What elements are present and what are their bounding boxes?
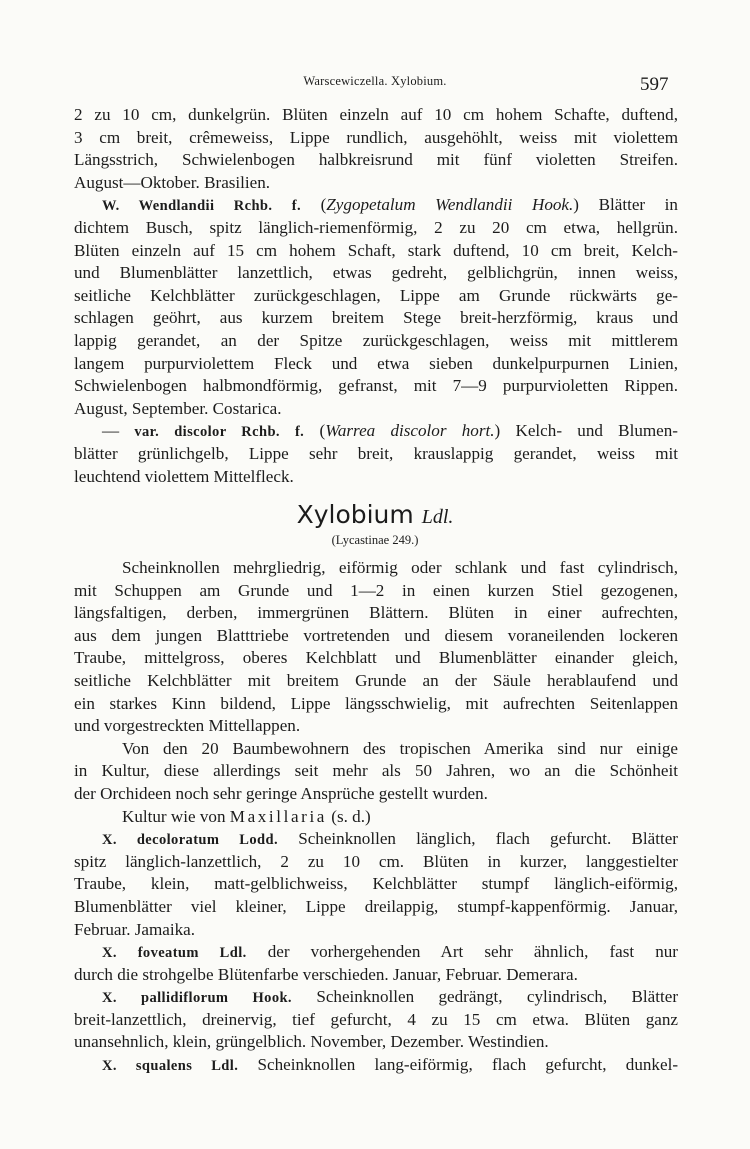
culture-note	[74, 806, 678, 829]
description-start: Kelch- und Blumen-	[515, 421, 678, 441]
genus-heading	[0, 500, 750, 529]
text-line: ein starkes Kinn bildend, Lippe längsschwielig, mit aufrechten Seitenlappen	[74, 693, 678, 713]
text-line: aus dem jungen Blatttriebe vortretenden und diesem voraneilenden lockeren	[74, 625, 678, 645]
synonym-paren-open: (	[319, 421, 326, 441]
species-name: X. decoloratum Lodd.	[102, 832, 278, 849]
culture-suffix: (s. d.)	[331, 806, 371, 826]
text-line: spitz länglich-lanzettlich, 2 zu 10 cm. Blüten in kurzer, langgestielter	[74, 851, 678, 871]
species-entry-first-line	[74, 941, 678, 964]
text-line: in Kultur, diese allerdings seit mehr als 50 Jahren, wo an die Schönheit	[74, 761, 678, 781]
text-line: Schwielenbogen halbmondförmig, gefranst, mit 7—9 purpurvioletten Rippen.	[74, 376, 678, 396]
text-line: leuchtend violettem Mittelfleck.	[74, 466, 294, 486]
text-line: und vorgestreckten Mittellappen.	[74, 716, 301, 736]
text-line: 2 zu 10 cm, dunkelgrün. Blüten einzeln auf 10 cm hohem Schafte, duftend,	[74, 105, 678, 124]
text-line: Blumenblätter viel kleiner, Lippe dreilappig, stumpf-kappenförmig. Januar,	[74, 896, 678, 916]
description-start: der vorhergehenden Art sehr ähnlich, fast nur	[267, 942, 678, 962]
synonym: Warrea discolor hort.	[325, 421, 495, 441]
text-line: und Blumenblätter lanzettlich, etwas gedreht, gelblichgrün, innen weiss,	[74, 263, 678, 283]
lower-text-block	[74, 557, 678, 1077]
synonym-paren-open: (	[320, 195, 327, 215]
culture-genus: Maxillaria	[229, 806, 327, 826]
text-line: Von den 20 Baumbewohnern des tropischen Amerika sind nur einige	[122, 738, 678, 758]
text-line: Blüten einzeln auf 15 cm hohem Schaft, stark duftend, 10 cm breit, Kelch-	[74, 240, 678, 260]
text-line: dichtem Busch, spitz länglich-riemenförmig, 2 zu 20 cm etwa, hellgrün.	[74, 217, 678, 237]
text-line: unansehnlich, klein, grüngelblich. November, Dezember. Westindien.	[74, 1032, 549, 1052]
text-line: schlagen geöhrt, aus kurzem breitem Stege breit-herzförmig, kraus und	[74, 308, 678, 328]
text-line: blätter grünlichgelb, Lippe sehr breit, krauslappig gerandet, weiss mit	[74, 443, 678, 463]
running-title: Warscewiczella. Xylobium.	[303, 74, 447, 88]
species-name: W. Wendlandii Rchb. f.	[102, 198, 301, 215]
text-line: 3 cm breit, crêmeweiss, Lippe rundlich, ausgehöhlt, weiss mit violettem	[74, 127, 678, 147]
text-line: mit Schuppen am Grunde und 1—2 in einen kurzen Stiel gezogenen,	[74, 580, 678, 600]
description-start: Scheinknollen länglich, flach gefurcht. Blätter	[298, 829, 678, 849]
text-line: Februar. Jamaika.	[74, 919, 196, 939]
description-start: Scheinknollen lang-eiförmig, flach gefurcht, dunkel-	[257, 1055, 678, 1075]
text-line: seitliche Kelchblätter mit breitem Grunde an der Säule herablaufend und	[74, 670, 678, 690]
text-line: Traube, mittelgross, oberes Kelchblatt und Blumenblätter einander gleich,	[74, 648, 678, 668]
variety-entry-first-line	[74, 420, 678, 443]
text-line: durch die strohgelbe Blütenfarbe verschieden. Januar, Februar. Demerara.	[74, 964, 578, 984]
species-name: X. foveatum Ldl.	[102, 945, 247, 962]
page-number: 597	[640, 74, 669, 95]
text-line: August—Oktober. Brasilien.	[74, 172, 271, 192]
text-line: lappig gerandet, an der Spitze zurückgeschlagen, weiss mit mittlerem	[74, 330, 678, 350]
text-line: breit-lanzettlich, dreinervig, tief gefurcht, 4 zu 15 cm etwa. Blüten ganz	[74, 1009, 678, 1029]
species-entry-first-line	[74, 986, 678, 1009]
text-line: langem purpurviolettem Fleck und etwa sieben dunkelpurpurnen Linien,	[74, 353, 678, 373]
species-entry-first-line	[74, 828, 678, 851]
description-start: Scheinknollen gedrängt, cylindrisch, Blätter	[316, 987, 678, 1007]
culture-prefix: Kultur wie von	[122, 806, 226, 826]
synonym-paren-close: )	[494, 421, 501, 441]
text-line: Traube, klein, matt-gelblichweiss, Kelchblätter stumpf länglich-eiförmig,	[74, 874, 678, 894]
species-entry-first-line	[74, 194, 678, 217]
species-name: X. squalens Ldl.	[102, 1058, 239, 1075]
genus-reference: (Lycastinae 249.)	[331, 533, 419, 547]
genus-name: Xylobium	[296, 500, 414, 529]
text-line: Längsstrich, Schwielenbogen halbkreisrund mit fünf violetten Streifen.	[74, 150, 678, 170]
text-line: längsfaltigen, derben, immergrünen Blättern. Blüten in einer aufrechten,	[74, 603, 678, 623]
synonym-paren-close: )	[573, 195, 579, 215]
species-name: X. pallidiflorum Hook.	[102, 990, 292, 1007]
species-entry-first-line	[74, 1054, 678, 1077]
description-start: Blätter in	[598, 195, 678, 215]
text-line: August, September. Costarica.	[74, 398, 282, 418]
text-line: der Orchideen noch sehr geringe Ansprüche gestellt wurden.	[74, 783, 488, 803]
text-line: Scheinknollen mehrgliedrig, eiförmig oder schlank und fast cylindrisch,	[122, 558, 678, 577]
variety-name: var. discolor Rchb. f.	[134, 424, 305, 441]
text-line: seitliche Kelchblätter zurückgeschlagen, Lippe am Grunde rückwärts ge-	[74, 285, 678, 305]
upper-text-block	[74, 104, 678, 488]
synonym: Zygopetalum Wendlandii Hook.	[326, 195, 574, 215]
genus-author: Ldl.	[421, 506, 454, 528]
em-dash: —	[102, 421, 120, 441]
